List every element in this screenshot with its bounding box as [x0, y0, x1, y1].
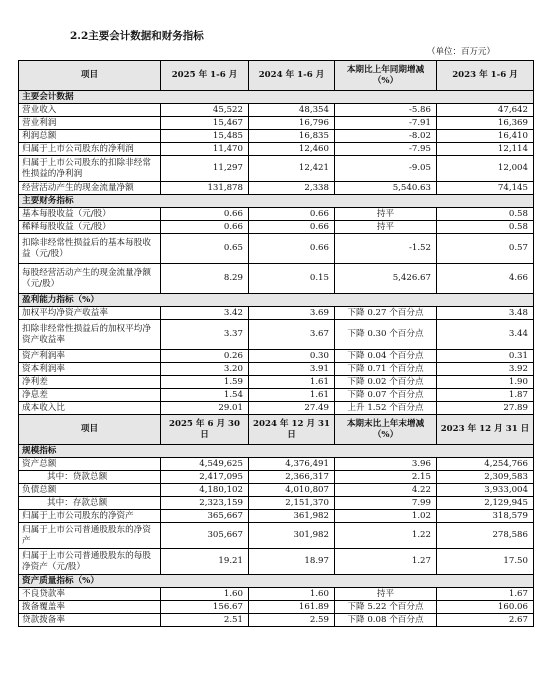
table-row — [19, 376, 534, 389]
value-cell: 301,982 — [249, 523, 335, 549]
change-cell: -1.52 — [335, 234, 437, 264]
value-cell: 2.67 — [437, 614, 534, 627]
section-row — [19, 575, 534, 588]
row-label: 归属于上市公司股东的净利润 — [19, 143, 161, 156]
table-row — [19, 458, 534, 471]
row-label: 经营活动产生的现金流量净额 — [19, 182, 161, 195]
section-row — [19, 195, 534, 208]
value-cell: 1.59 — [161, 376, 249, 389]
row-label: 利润总额 — [19, 130, 161, 143]
value-cell: 12,460 — [249, 143, 335, 156]
value-cell: 4,180,102 — [161, 484, 249, 497]
value-cell: 8.29 — [161, 264, 249, 294]
table-row — [19, 143, 534, 156]
header-col-4: 2023 年 1-6 月 — [437, 61, 534, 91]
row-label: 归属于上市公司股东的净资产 — [19, 510, 161, 523]
value-cell: 3.91 — [249, 363, 335, 376]
section-label: 主要会计数据 — [19, 91, 534, 104]
change-cell: 持平 — [335, 221, 437, 234]
row-label: 成本收入比 — [19, 402, 161, 415]
value-cell: 0.66 — [249, 221, 335, 234]
header-col-4: 2023 年 12 月 31 日 — [437, 415, 534, 445]
row-label: 营业收入 — [19, 104, 161, 117]
table-row — [19, 588, 534, 601]
value-cell: 4.66 — [437, 264, 534, 294]
value-cell: 2,309,583 — [437, 471, 534, 484]
value-cell: 3.44 — [437, 320, 534, 350]
table-row — [19, 221, 534, 234]
section-label: 资产质量指标（%） — [19, 575, 534, 588]
row-label: 资本利润率 — [19, 363, 161, 376]
value-cell: 4,376,491 — [249, 458, 335, 471]
value-cell: 3.48 — [437, 307, 534, 320]
row-label: 归属于上市公司普通股股东的净资产 — [19, 523, 161, 549]
section-title: 2.2主要会计数据和财务指标 — [70, 30, 204, 42]
section-row — [19, 445, 534, 458]
value-cell: 3.20 — [161, 363, 249, 376]
table-row — [19, 510, 534, 523]
value-cell: 19.21 — [161, 549, 249, 575]
value-cell: 48,354 — [249, 104, 335, 117]
value-cell: 11,297 — [161, 156, 249, 182]
value-cell: 0.57 — [437, 234, 534, 264]
change-cell: 持平 — [335, 208, 437, 221]
header-item: 项目 — [19, 61, 161, 91]
row-label: 不良贷款率 — [19, 588, 161, 601]
value-cell: 3.67 — [249, 320, 335, 350]
table-row — [19, 117, 534, 130]
value-cell: 27.89 — [437, 402, 534, 415]
table-row — [19, 614, 534, 627]
header-col-1: 2025 年 6 月 30 日 — [161, 415, 249, 445]
value-cell: 12,421 — [249, 156, 335, 182]
row-label: 负债总额 — [19, 484, 161, 497]
value-cell: 3.37 — [161, 320, 249, 350]
value-cell: 15,467 — [161, 117, 249, 130]
value-cell: 45,522 — [161, 104, 249, 117]
value-cell: 0.66 — [249, 234, 335, 264]
header-col-2: 2024 年 1-6 月 — [249, 61, 335, 91]
value-cell: 0.65 — [161, 234, 249, 264]
change-cell: 7.99 — [335, 497, 437, 510]
table-row — [19, 484, 534, 497]
change-cell: -9.05 — [335, 156, 437, 182]
row-label: 净利差 — [19, 376, 161, 389]
value-cell: 0.58 — [437, 221, 534, 234]
change-cell: -5.86 — [335, 104, 437, 117]
table-row — [19, 601, 534, 614]
change-cell: 5,426.67 — [335, 264, 437, 294]
table-row — [19, 234, 534, 264]
table-row — [19, 497, 534, 510]
table-row — [19, 182, 534, 195]
row-label: 贷款拨备率 — [19, 614, 161, 627]
value-cell: 16,369 — [437, 117, 534, 130]
table-row — [19, 307, 534, 320]
value-cell: 1.87 — [437, 389, 534, 402]
row-label: 资产总额 — [19, 458, 161, 471]
change-cell: 1.27 — [335, 549, 437, 575]
value-cell: 1.60 — [161, 588, 249, 601]
value-cell: 16,835 — [249, 130, 335, 143]
value-cell: 365,667 — [161, 510, 249, 523]
value-cell: 0.66 — [161, 221, 249, 234]
change-cell: 1.22 — [335, 523, 437, 549]
change-cell: -7.91 — [335, 117, 437, 130]
value-cell: 4,010,807 — [249, 484, 335, 497]
section-row — [19, 294, 534, 307]
change-cell: 下降 0.71 个百分点 — [335, 363, 437, 376]
value-cell: 12,114 — [437, 143, 534, 156]
value-cell: 1.61 — [249, 376, 335, 389]
section-label: 盈利能力指标（%） — [19, 294, 534, 307]
value-cell: 2,417,095 — [161, 471, 249, 484]
section-row — [19, 91, 534, 104]
header-item: 项目 — [19, 415, 161, 445]
table-row — [19, 523, 534, 549]
table-row — [19, 389, 534, 402]
value-cell: 1.90 — [437, 376, 534, 389]
header-col-1: 2025 年 1-6 月 — [161, 61, 249, 91]
row-label: 其中：贷款总额 — [19, 471, 161, 484]
row-label: 加权平均净资产收益率 — [19, 307, 161, 320]
table-row — [19, 320, 534, 350]
table-header — [19, 415, 534, 445]
value-cell: 2,366,317 — [249, 471, 335, 484]
value-cell: 0.66 — [161, 208, 249, 221]
row-label: 扣除非经常性损益后的基本每股收益（元/股） — [19, 234, 161, 264]
change-cell: 4.22 — [335, 484, 437, 497]
change-cell: 下降 0.08 个百分点 — [335, 614, 437, 627]
change-cell: 5,540.63 — [335, 182, 437, 195]
change-cell: 下降 0.04 个百分点 — [335, 350, 437, 363]
value-cell: 16,796 — [249, 117, 335, 130]
change-cell: 下降 0.30 个百分点 — [335, 320, 437, 350]
value-cell: 2,338 — [249, 182, 335, 195]
value-cell: 156.67 — [161, 601, 249, 614]
change-cell: 下降 0.02 个百分点 — [335, 376, 437, 389]
table-row — [19, 363, 534, 376]
value-cell: 2.51 — [161, 614, 249, 627]
value-cell: 2,129,945 — [437, 497, 534, 510]
value-cell: 15,485 — [161, 130, 249, 143]
value-cell: 3.92 — [437, 363, 534, 376]
header-col-3: 本期比上年同期增减（%） — [335, 61, 437, 91]
value-cell: 131,878 — [161, 182, 249, 195]
table-row — [19, 402, 534, 415]
table-row — [19, 104, 534, 117]
row-label: 扣除非经常性损益后的加权平均净资产收益率 — [19, 320, 161, 350]
change-cell: 下降 0.27 个百分点 — [335, 307, 437, 320]
value-cell: 29.01 — [161, 402, 249, 415]
change-cell: 上升 1.52 个百分点 — [335, 402, 437, 415]
change-cell: -7.95 — [335, 143, 437, 156]
value-cell: 318,579 — [437, 510, 534, 523]
row-label: 其中：存款总额 — [19, 497, 161, 510]
value-cell: 0.30 — [249, 350, 335, 363]
table-row — [19, 549, 534, 575]
table-row — [19, 471, 534, 484]
value-cell: 305,667 — [161, 523, 249, 549]
change-cell: 下降 0.07 个百分点 — [335, 389, 437, 402]
table-row — [19, 264, 534, 294]
value-cell: 2,151,370 — [249, 497, 335, 510]
unit-note: （单位：百万元） — [426, 47, 495, 57]
value-cell: 361,982 — [249, 510, 335, 523]
value-cell: 1.60 — [249, 588, 335, 601]
value-cell: 1.61 — [249, 389, 335, 402]
row-label: 资产利润率 — [19, 350, 161, 363]
change-cell: -8.02 — [335, 130, 437, 143]
header-col-3: 本期末比上年末增减（%） — [335, 415, 437, 445]
value-cell: 0.31 — [437, 350, 534, 363]
value-cell: 0.66 — [249, 208, 335, 221]
value-cell: 16,410 — [437, 130, 534, 143]
value-cell: 27.49 — [249, 402, 335, 415]
value-cell: 278,586 — [437, 523, 534, 549]
change-cell: 3.96 — [335, 458, 437, 471]
section-label: 主要财务指标 — [19, 195, 534, 208]
table-row — [19, 350, 534, 363]
value-cell: 0.26 — [161, 350, 249, 363]
section-label: 规模指标 — [19, 445, 534, 458]
change-cell: 2.15 — [335, 471, 437, 484]
value-cell: 18.97 — [249, 549, 335, 575]
row-label: 净息差 — [19, 389, 161, 402]
change-cell: 下降 5.22 个百分点 — [335, 601, 437, 614]
value-cell: 161.89 — [249, 601, 335, 614]
value-cell: 47,642 — [437, 104, 534, 117]
value-cell: 2,323,159 — [161, 497, 249, 510]
table-row — [19, 208, 534, 221]
value-cell: 3.69 — [249, 307, 335, 320]
value-cell: 11,470 — [161, 143, 249, 156]
value-cell: 3.42 — [161, 307, 249, 320]
row-label: 基本每股收益（元/股） — [19, 208, 161, 221]
row-label: 拨备覆盖率 — [19, 601, 161, 614]
row-label: 营业利润 — [19, 117, 161, 130]
value-cell: 0.58 — [437, 208, 534, 221]
change-cell: 1.02 — [335, 510, 437, 523]
row-label: 归属于上市公司普通股股东的每股净资产（元/股） — [19, 549, 161, 575]
row-label: 稀释每股收益（元/股） — [19, 221, 161, 234]
value-cell: 17.50 — [437, 549, 534, 575]
table-row — [19, 156, 534, 182]
value-cell: 2.59 — [249, 614, 335, 627]
header-col-2: 2024 年 12 月 31 日 — [249, 415, 335, 445]
value-cell: 12,004 — [437, 156, 534, 182]
table-header — [19, 61, 534, 91]
change-cell: 持平 — [335, 588, 437, 601]
value-cell: 4,549,625 — [161, 458, 249, 471]
row-label: 归属于上市公司股东的扣除非经常性损益的净利润 — [19, 156, 161, 182]
value-cell: 1.54 — [161, 389, 249, 402]
value-cell: 4,254,766 — [437, 458, 534, 471]
value-cell: 1.67 — [437, 588, 534, 601]
value-cell: 74,145 — [437, 182, 534, 195]
value-cell: 0.15 — [249, 264, 335, 294]
financial-table — [18, 60, 534, 627]
row-label: 每股经营活动产生的现金流量净额（元/股） — [19, 264, 161, 294]
table-row — [19, 130, 534, 143]
value-cell: 160.06 — [437, 601, 534, 614]
value-cell: 3,933,004 — [437, 484, 534, 497]
